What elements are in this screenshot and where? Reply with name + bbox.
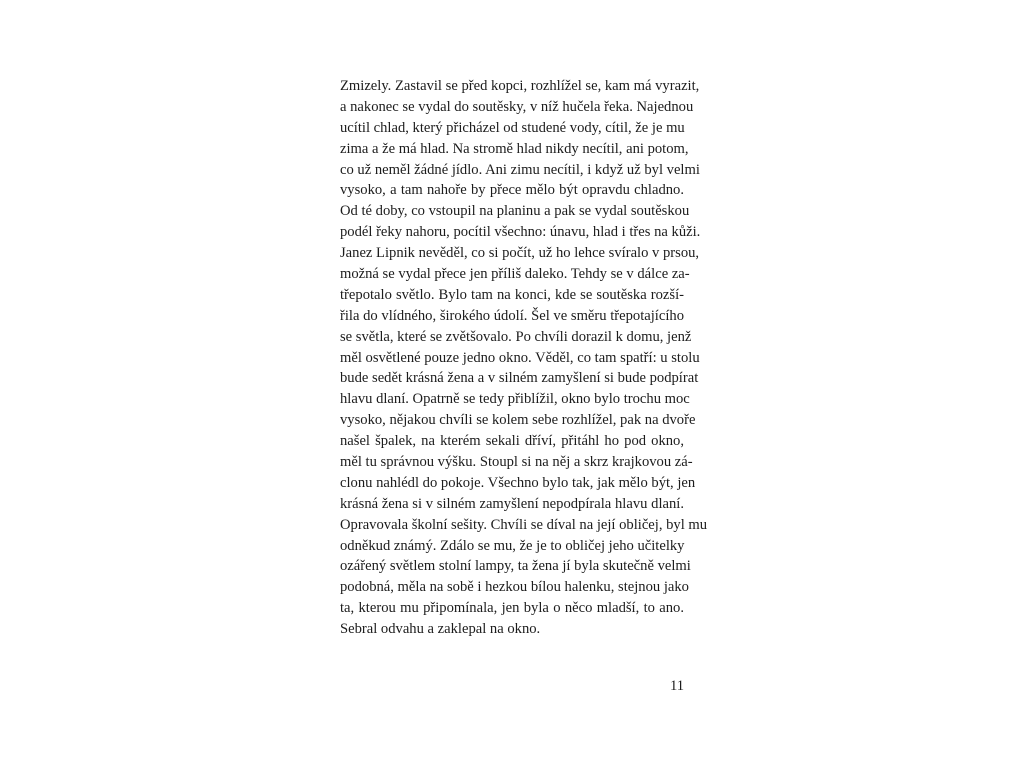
text-line: co už neměl žádné jídlo. Ani zimu necítil, i když už byl velmi (340, 161, 700, 178)
text-line: vysoko, nějakou chvíli se kolem sebe rozhlížel, pak na dvoře (340, 412, 696, 429)
text-line: našel špalek, na kterém sekali dříví, přitáhl ho pod okno, (340, 433, 684, 450)
text-line: se světla, které se zvětšovalo. Po chvíli dorazil k domu, jenž (340, 328, 692, 345)
text-line: měl tu správnou výšku. Stoupl si na něj a skrz krajkovou zá- (340, 454, 693, 471)
text-line: třepotalo světlo. Bylo tam na konci, kde se soutěska rozší- (340, 286, 684, 303)
text-line: ucítil chlad, který přicházel od studené vody, cítil, že je mu (340, 119, 685, 136)
text-line: vysoko, a tam nahoře by přece mělo být opravdu chladno. (340, 182, 684, 199)
text-line: hlavu dlaní. Opatrně se tedy přiblížil, okno bylo trochu moc (340, 391, 690, 408)
text-line: Opravovala školní sešity. Chvíli se díval na její obličej, byl mu (340, 516, 708, 533)
text-line: zima a že má hlad. Na stromě hlad nikdy necítil, ani potom, (340, 140, 689, 157)
text-line: řila do vlídného, širokého údolí. Šel ve směru třepotajícího (340, 307, 684, 324)
text-line: krásná žena si v silném zamyšlení nepodpírala hlavu dlaní. (340, 495, 684, 512)
text-line: clonu nahlédl do pokoje. Všechno bylo tak, jak mělo být, jen (340, 474, 696, 491)
page-number: 11 (669, 678, 684, 694)
body-text (340, 76, 708, 640)
text-line: Sebral odvahu a zaklepal na okno. (340, 621, 541, 638)
text-line: podél řeky nahoru, pocítil všechno: únavu, hlad i třes na kůži. (340, 224, 701, 241)
text-line: bude sedět krásná žena a v silném zamyšlení si bude podpírat (340, 370, 699, 387)
text-line: ozářený světlem stolní lampy, ta žena jí byla skutečně velmi (340, 558, 691, 575)
text-line: podobná, měla na sobě i hezkou bílou halenku, stejnou jako (340, 579, 689, 596)
text-line: a nakonec se vydal do soutěsky, v níž hučela řeka. Najednou (340, 98, 694, 115)
text-line: Od té doby, co vstoupil na planinu a pak se vydal soutěskou (340, 203, 690, 220)
text-line: měl osvětlené pouze jedno okno. Věděl, co tam spatří: u stolu (340, 349, 700, 366)
text-line: ta, kterou mu připomínala, jen byla o něco mladší, to ano. (340, 600, 684, 617)
text-line: odněkud známý. Zdálo se mu, že je to obličej jeho učitelky (340, 537, 685, 554)
text-line: možná se vydal přece jen příliš daleko. Tehdy se v dálce za- (340, 266, 690, 283)
text-line: Janez Lipnik nevěděl, co si počít, už ho lehce svíralo v prsou, (340, 245, 700, 262)
text-line: Zmizely. Zastavil se před kopci, rozhlížel se, kam má vyrazit, (340, 78, 700, 94)
